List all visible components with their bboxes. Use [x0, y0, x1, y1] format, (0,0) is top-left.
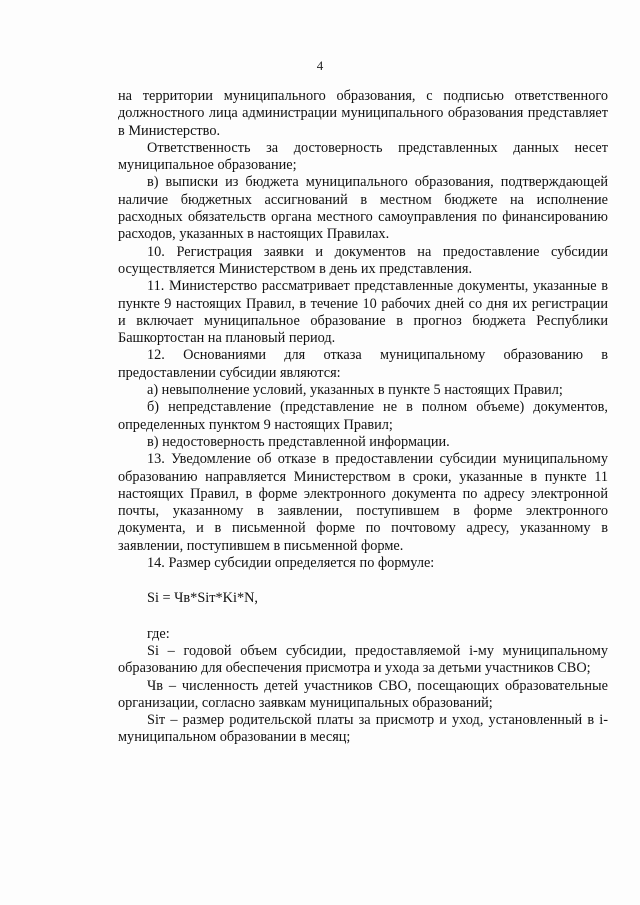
paragraph-12-item-v: в) недостоверность представленной информации. — [147, 433, 450, 450]
paragraph-13-notification: 13. Уведомление об отказе в предоставлении субсидии муниципальному образованию направляется Министерством в сроки, указанные в пункте 11 настоящих Правил, в форме электронного документа по адресу электронной почты, указанному в заявлении, поступившем в форме электронного документа, и в письменной форме по почтовому адресу, указанному в заявлении, поступившем в письменной форме. — [118, 451, 608, 554]
paragraph-item-v-budget-extract: в) выписки из бюджета муниципального образования, подтверждающей наличие бюджетных ассигнований в местном бюджете на исполнение расходных обязательств органа местного самоуправления по финансированию расходов, указанных в настоящих Правилах. — [118, 174, 608, 243]
definition-chv: Чв – численность детей участников СВО, посещающих образовательные организации, согласно заявкам муниципальных образований; — [118, 677, 608, 711]
paragraph-12-item-b: б) непредставление (представление не в полном объеме) документов, определенных пунктом 9 настоящих Правил; — [118, 399, 608, 433]
paragraph-14-subsidy-size: 14. Размер субсидии определяется по формуле: — [147, 555, 435, 572]
paragraph-responsibility: Ответственность за достоверность представленных данных несет муниципальное образование; — [118, 139, 608, 174]
paragraph-12-item-a: а) невыполнение условий, указанных в пункте 5 настоящих Правил; — [147, 382, 563, 399]
subsidy-formula: Si = Чв*Siт*Ki*N, — [147, 590, 258, 607]
definition-si: Si – годовой объем субсидии, предоставляемой i-му муниципальному образованию для обеспечения присмотра и ухода за детьми участников СВО; — [118, 642, 608, 677]
document-body — [118, 88, 608, 747]
definition-sit: Siт – размер родительской платы за присмотр и уход, установленный в i-муниципальном образовании в месяц; — [118, 712, 608, 746]
paragraph-continuation: на территории муниципального образования, с подписью ответственного должностного лица администрации муниципального образования представляет в Министерство. — [118, 88, 608, 139]
formula-where-label: где: — [147, 625, 170, 642]
paragraph-10-registration: 10. Регистрация заявки и документов на предоставление субсидии осуществляется Министерством в день их представления. — [118, 243, 608, 277]
paragraph-12-refusal-grounds: 12. Основаниями для отказа муниципальному образованию в предоставлении субсидии являются: — [118, 347, 608, 381]
page-number: 4 — [316, 58, 324, 73]
paragraph-11-review: 11. Министерство рассматривает представленные документы, указанные в пункте 9 настоящих Правил, в течение 10 рабочих дней со дня их регистрации и включает муниципальное образование в прогноз бюджета Республики Башкортостан на плановый период. — [118, 278, 608, 347]
